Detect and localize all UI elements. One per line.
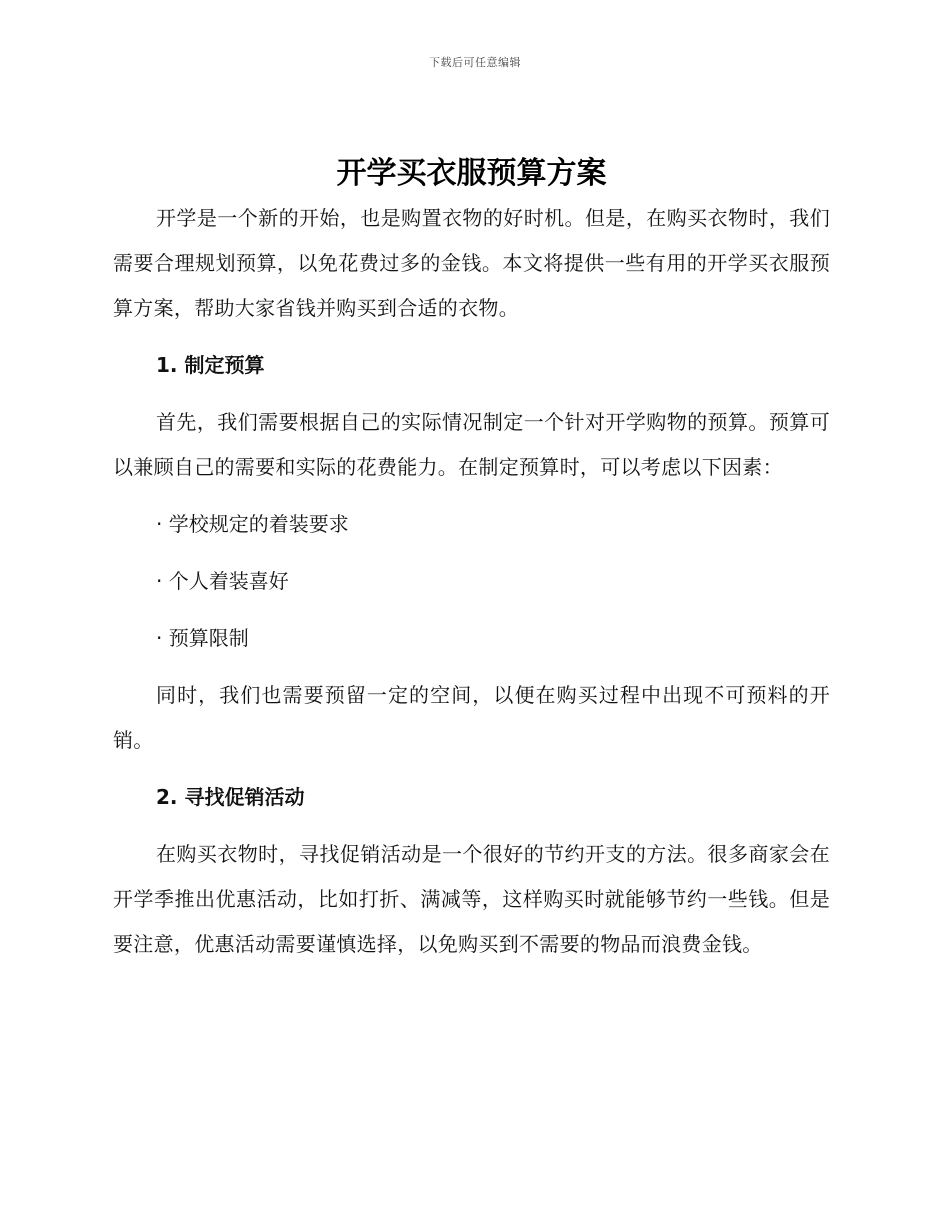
bullet-item: · 个人着装喜好 bbox=[156, 569, 289, 593]
spacer bbox=[113, 388, 830, 400]
spacer bbox=[113, 763, 830, 775]
intro-paragraph: 开学是一个新的开始，也是购置衣物的好时机。但是，在购买衣物时，我们需要合理规划预算，以免花费过多的金钱。本文将提供一些有用的开学买衣服预算方案，帮助大家省钱并购买到合适的衣物。 bbox=[113, 206, 830, 320]
document-body bbox=[113, 152, 830, 967]
header-note: 下载后可任意编辑 bbox=[429, 56, 521, 69]
spacer bbox=[113, 547, 830, 559]
section-2-paragraph: 在购买衣物时，寻找促销活动是一个很好的节约开支的方法。很多商家会在开学季推出优惠活动，比如打折、满减等，这样购买时就能够节约一些钱。但是要注意，优惠活动需要谨慎选择，以免购买到不需要的物品而浪费金钱。 bbox=[113, 842, 830, 956]
section-1-heading: 1. 制定预算 bbox=[156, 353, 265, 377]
document-title: 开学买衣服预算方案 bbox=[336, 156, 607, 191]
spacer bbox=[113, 331, 830, 343]
section-1-closing-paragraph: 同时，我们也需要预留一定的空间，以便在购买过程中出现不可预料的开销。 bbox=[113, 683, 830, 752]
spacer bbox=[113, 661, 830, 673]
section-2-heading: 2. 寻找促销活动 bbox=[156, 785, 305, 809]
bullet-item: · 预算限制 bbox=[156, 626, 249, 650]
spacer bbox=[113, 490, 830, 502]
spacer bbox=[113, 820, 830, 832]
spacer bbox=[113, 604, 830, 616]
section-1-paragraph: 首先，我们需要根据自己的实际情况制定一个针对开学购物的预算。预算可以兼顾自己的需要和实际的花费能力。在制定预算时，可以考虑以下因素： bbox=[113, 410, 830, 479]
bullet-item: · 学校规定的着装要求 bbox=[156, 512, 349, 536]
